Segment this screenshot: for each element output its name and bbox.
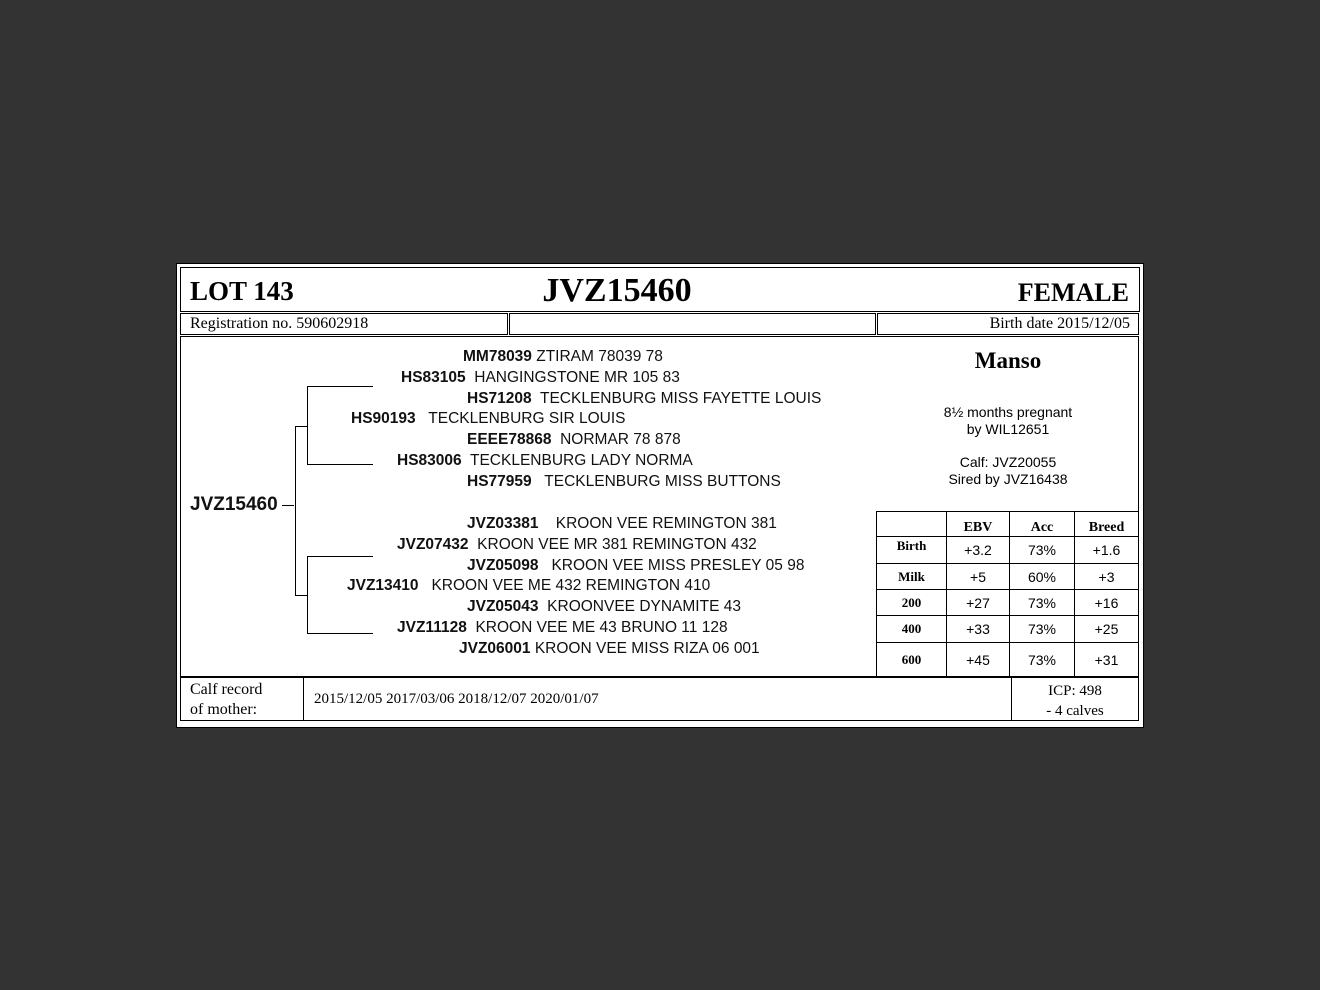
ebv-row-label: Birth (876, 536, 947, 564)
pedigree-subject: JVZ15460 (190, 494, 278, 515)
ebv-cell: 73% (1009, 642, 1075, 677)
pedigree-name: NORMAR 78 878 (560, 431, 681, 448)
pedigree-name: TECKLENBURG MISS BUTTONS (544, 473, 781, 490)
pedigree-connector (307, 464, 373, 465)
ebv-header-acc: Acc (1009, 511, 1075, 537)
calf-info (877, 454, 1139, 488)
pregnancy-status (877, 404, 1139, 438)
pedigree-dam-sire-sire (467, 515, 777, 533)
lot-card (176, 263, 1144, 728)
ebv-header-ebv: EBV (946, 511, 1010, 537)
pedigree-sire (351, 410, 626, 428)
ebv-cell: +3 (1074, 563, 1139, 590)
info-middle-box (509, 313, 876, 335)
lot-number: LOT 143 (190, 276, 294, 306)
pedigree-id: MM78039 (463, 348, 532, 365)
ebv-row-label: 400 (876, 615, 947, 643)
animal-id-title: JVZ15460 (542, 272, 692, 309)
pedigree-id: JVZ03381 (467, 515, 539, 532)
ebv-cell: 73% (1009, 615, 1075, 643)
calf-line-1: Calf: JVZ20055 (959, 454, 1057, 470)
pedigree-connector (295, 426, 296, 596)
pedigree-id: JVZ05098 (467, 557, 539, 574)
pedigree-dam-dam (397, 619, 728, 637)
pedigree-name: KROON VEE MISS RIZA 06 001 (534, 640, 760, 657)
ebv-cell: +5 (946, 563, 1010, 590)
pedigree-id: HS77959 (467, 473, 532, 490)
pedigree-name: TECKLENBURG MISS FAYETTE LOUIS (539, 390, 822, 407)
pedigree-connector (295, 426, 307, 427)
pedigree-id: JVZ13410 (347, 577, 419, 594)
pedigree-id: JVZ06001 (459, 640, 531, 657)
ebv-cell: +3.2 (946, 536, 1010, 564)
pedigree-name: HANGINGSTONE MR 105 83 (474, 369, 680, 386)
pedigree-id: JVZ05043 (467, 598, 539, 615)
ebv-cell: 60% (1009, 563, 1075, 590)
pedigree-name: KROON VEE MISS PRESLEY 05 98 (551, 557, 805, 574)
registration-number: Registration no. 590602918 (190, 315, 369, 332)
pedigree-id: EEEE78868 (467, 431, 552, 448)
ebv-cell: +27 (946, 589, 1010, 616)
pedigree-dam-dam-sire (467, 598, 741, 616)
sex-label: FEMALE (1017, 278, 1129, 307)
pedigree-sire-sire-sire (463, 348, 663, 366)
pedigree-dam-sire-dam (467, 557, 804, 575)
ebv-cell: +45 (946, 642, 1010, 677)
calf-record-label-line-2: of mother: (190, 701, 258, 718)
pedigree-sire-sire (401, 369, 680, 387)
pedigree-name: KROONVEE DYNAMITE 43 (547, 598, 741, 615)
pedigree-name: KROON VEE MR 381 REMINGTON 432 (477, 536, 757, 553)
ebv-row-label: Milk (876, 563, 947, 590)
birth-date-box (877, 313, 1139, 335)
ebv-header-breed: Breed (1074, 511, 1139, 537)
pedigree-id: JVZ07432 (397, 536, 469, 553)
animal-name: Manso (974, 348, 1042, 373)
pedigree-name: KROON VEE REMINGTON 381 (555, 515, 777, 532)
registration-box (180, 313, 508, 335)
calf-record-dates: 2015/12/05 2017/03/06 2018/12/07 2020/01/07 (314, 691, 599, 707)
pedigree-name: KROON VEE ME 43 BRUNO 11 128 (475, 619, 728, 636)
pedigree-connector (295, 595, 307, 596)
ebv-cell: +1.6 (1074, 536, 1139, 564)
pregnancy-line-1: 8½ months pregnant (943, 404, 1073, 420)
calf-record-label (190, 680, 262, 720)
pedigree-id: JVZ11128 (397, 619, 467, 636)
pedigree-sire-dam-dam (467, 473, 781, 491)
pedigree-connector (307, 633, 373, 634)
calf-record-label-box (180, 677, 304, 721)
ebv-cell: +33 (946, 615, 1010, 643)
birth-date: Birth date 2015/12/05 (989, 315, 1130, 332)
pedigree-connector (307, 386, 308, 465)
pedigree-id: HS83105 (401, 369, 466, 386)
pedigree-connector (307, 386, 373, 387)
pedigree-connector (282, 505, 294, 506)
calf-record-label-line-1: Calf record (190, 681, 263, 698)
pedigree-id: HS71208 (467, 390, 532, 407)
pedigree-connector (307, 556, 308, 634)
calf-record-dates-box (303, 677, 1012, 721)
icp-box (1011, 677, 1139, 721)
calf-line-2: Sired by JVZ16438 (948, 471, 1068, 487)
ebv-cell: 73% (1009, 589, 1075, 616)
pedigree-sire-dam (397, 452, 693, 470)
icp-line-2: - 4 calves (1046, 703, 1104, 719)
pedigree-sire-dam-sire (467, 431, 681, 449)
pedigree-id: HS90193 (351, 410, 416, 427)
ebv-row-label: 200 (876, 589, 947, 616)
pedigree-name: TECKLENBURG SIR LOUIS (428, 410, 626, 427)
pedigree-name: TECKLENBURG LADY NORMA (469, 452, 693, 469)
ebv-cell: +25 (1074, 615, 1139, 643)
pedigree-name: ZTIRAM 78039 78 (536, 348, 663, 365)
header-row (180, 267, 1140, 312)
pedigree-dam-dam-dam (459, 640, 760, 658)
pedigree-dam-sire (397, 536, 757, 554)
ebv-cell: +31 (1074, 642, 1139, 677)
pedigree-id: HS83006 (397, 452, 462, 469)
ebv-row-label: 600 (876, 642, 947, 677)
pedigree-sire-sire-dam (467, 390, 821, 408)
pregnancy-line-2: by WIL12651 (966, 421, 1050, 437)
pedigree-dam (347, 577, 710, 595)
icp-line-1: ICP: 498 (1048, 683, 1102, 699)
pedigree-connector (307, 556, 373, 557)
ebv-cell: 73% (1009, 536, 1075, 564)
ebv-header-blank (876, 511, 947, 537)
icp-info (1012, 681, 1138, 721)
pedigree-name: KROON VEE ME 432 REMINGTON 410 (431, 577, 711, 594)
ebv-cell: +16 (1074, 589, 1139, 616)
